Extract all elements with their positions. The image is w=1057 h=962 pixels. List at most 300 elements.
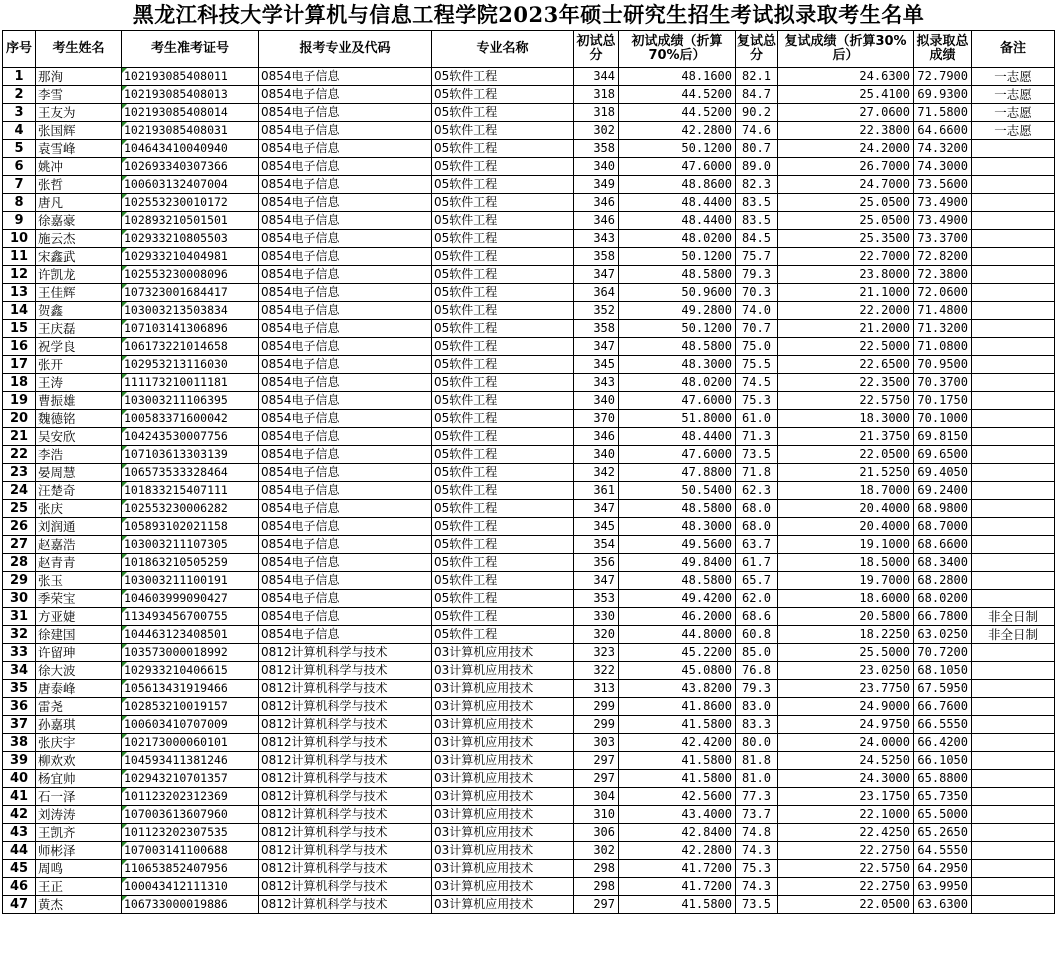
- cell-final-score[interactable]: 66.4200: [914, 734, 972, 752]
- cell-retest-total[interactable]: 76.8: [736, 662, 778, 680]
- cell-final-score[interactable]: 63.0250: [914, 626, 972, 644]
- cell-prelim-total[interactable]: 356: [574, 554, 619, 572]
- cell-retest-score[interactable]: 22.0500: [778, 896, 914, 914]
- cell-prelim-score[interactable]: 41.5800: [619, 896, 736, 914]
- cell-name[interactable]: 魏德铭: [36, 410, 122, 428]
- cell-retest-total[interactable]: 80.7: [736, 140, 778, 158]
- cell-note[interactable]: [972, 752, 1055, 770]
- cell-seq[interactable]: 34: [3, 662, 36, 680]
- cell-prelim-score[interactable]: 41.7200: [619, 860, 736, 878]
- cell-major-name[interactable]: 05软件工程: [432, 356, 574, 374]
- cell-major-name[interactable]: 05软件工程: [432, 194, 574, 212]
- cell-retest-total[interactable]: 82.1: [736, 68, 778, 86]
- cell-major-code[interactable]: 0854电子信息: [259, 176, 432, 194]
- cell-major-name[interactable]: 05软件工程: [432, 590, 574, 608]
- cell-prelim-total[interactable]: 358: [574, 248, 619, 266]
- cell-retest-score[interactable]: 23.1750: [778, 788, 914, 806]
- cell-retest-total[interactable]: 74.3: [736, 878, 778, 896]
- cell-final-score[interactable]: 69.6500: [914, 446, 972, 464]
- cell-name[interactable]: 宋鑫武: [36, 248, 122, 266]
- cell-major-code[interactable]: 0854电子信息: [259, 338, 432, 356]
- cell-name[interactable]: 王凯齐: [36, 824, 122, 842]
- cell-note[interactable]: [972, 428, 1055, 446]
- cell-major-name[interactable]: 03计算机应用技术: [432, 644, 574, 662]
- cell-retest-score[interactable]: 24.3000: [778, 770, 914, 788]
- cell-retest-total[interactable]: 73.5: [736, 896, 778, 914]
- cell-major-name[interactable]: 05软件工程: [432, 446, 574, 464]
- cell-name[interactable]: 刘润通: [36, 518, 122, 536]
- cell-note[interactable]: [972, 410, 1055, 428]
- cell-name[interactable]: 张庆宇: [36, 734, 122, 752]
- cell-final-score[interactable]: 74.3000: [914, 158, 972, 176]
- cell-retest-score[interactable]: 21.3750: [778, 428, 914, 446]
- cell-seq[interactable]: 37: [3, 716, 36, 734]
- cell-exam-id[interactable]: 104603999090427: [122, 590, 259, 608]
- cell-exam-id[interactable]: 101123202312369: [122, 788, 259, 806]
- cell-seq[interactable]: 4: [3, 122, 36, 140]
- cell-retest-score[interactable]: 20.4000: [778, 500, 914, 518]
- cell-prelim-score[interactable]: 47.8800: [619, 464, 736, 482]
- cell-final-score[interactable]: 65.2650: [914, 824, 972, 842]
- cell-retest-score[interactable]: 25.0500: [778, 212, 914, 230]
- cell-prelim-total[interactable]: 299: [574, 698, 619, 716]
- cell-prelim-score[interactable]: 48.3000: [619, 356, 736, 374]
- cell-major-code[interactable]: 0854电子信息: [259, 302, 432, 320]
- cell-seq[interactable]: 3: [3, 104, 36, 122]
- cell-retest-total[interactable]: 84.7: [736, 86, 778, 104]
- cell-final-score[interactable]: 64.6600: [914, 122, 972, 140]
- cell-major-code[interactable]: 0854电子信息: [259, 194, 432, 212]
- cell-exam-id[interactable]: 105893102021158: [122, 518, 259, 536]
- cell-final-score[interactable]: 70.1000: [914, 410, 972, 428]
- cell-major-code[interactable]: 0854电子信息: [259, 320, 432, 338]
- cell-retest-score[interactable]: 23.8000: [778, 266, 914, 284]
- cell-seq[interactable]: 40: [3, 770, 36, 788]
- cell-seq[interactable]: 30: [3, 590, 36, 608]
- cell-retest-total[interactable]: 83.0: [736, 698, 778, 716]
- cell-retest-total[interactable]: 89.0: [736, 158, 778, 176]
- cell-prelim-score[interactable]: 50.9600: [619, 284, 736, 302]
- cell-major-code[interactable]: 0854电子信息: [259, 212, 432, 230]
- cell-major-name[interactable]: 05软件工程: [432, 392, 574, 410]
- cell-note[interactable]: [972, 176, 1055, 194]
- cell-retest-score[interactable]: 22.5750: [778, 860, 914, 878]
- cell-retest-total[interactable]: 77.3: [736, 788, 778, 806]
- cell-prelim-score[interactable]: 46.2000: [619, 608, 736, 626]
- cell-note[interactable]: 非全日制: [972, 626, 1055, 644]
- cell-note[interactable]: [972, 392, 1055, 410]
- cell-major-code[interactable]: 0812计算机科学与技术: [259, 824, 432, 842]
- cell-seq[interactable]: 9: [3, 212, 36, 230]
- cell-exam-id[interactable]: 104593411381246: [122, 752, 259, 770]
- cell-major-name[interactable]: 03计算机应用技术: [432, 878, 574, 896]
- cell-seq[interactable]: 17: [3, 356, 36, 374]
- cell-seq[interactable]: 47: [3, 896, 36, 914]
- cell-retest-total[interactable]: 70.3: [736, 284, 778, 302]
- cell-exam-id[interactable]: 104463123408501: [122, 626, 259, 644]
- cell-major-name[interactable]: 05软件工程: [432, 212, 574, 230]
- cell-name[interactable]: 王庆磊: [36, 320, 122, 338]
- cell-prelim-total[interactable]: 340: [574, 158, 619, 176]
- cell-retest-total[interactable]: 73.7: [736, 806, 778, 824]
- cell-final-score[interactable]: 72.3800: [914, 266, 972, 284]
- cell-name[interactable]: 黄杰: [36, 896, 122, 914]
- cell-retest-total[interactable]: 61.0: [736, 410, 778, 428]
- cell-major-name[interactable]: 05软件工程: [432, 86, 574, 104]
- cell-major-name[interactable]: 03计算机应用技术: [432, 770, 574, 788]
- cell-prelim-total[interactable]: 302: [574, 842, 619, 860]
- cell-exam-id[interactable]: 103003213503834: [122, 302, 259, 320]
- cell-seq[interactable]: 32: [3, 626, 36, 644]
- cell-major-name[interactable]: 05软件工程: [432, 104, 574, 122]
- cell-note[interactable]: [972, 320, 1055, 338]
- cell-retest-score[interactable]: 24.0000: [778, 734, 914, 752]
- cell-final-score[interactable]: 66.7600: [914, 698, 972, 716]
- cell-name[interactable]: 姚冲: [36, 158, 122, 176]
- cell-retest-score[interactable]: 22.5750: [778, 392, 914, 410]
- cell-name[interactable]: 王正: [36, 878, 122, 896]
- cell-note[interactable]: [972, 338, 1055, 356]
- cell-seq[interactable]: 31: [3, 608, 36, 626]
- cell-name[interactable]: 祝学良: [36, 338, 122, 356]
- cell-final-score[interactable]: 68.0200: [914, 590, 972, 608]
- cell-seq[interactable]: 20: [3, 410, 36, 428]
- cell-prelim-total[interactable]: 303: [574, 734, 619, 752]
- cell-name[interactable]: 许留珅: [36, 644, 122, 662]
- cell-major-code[interactable]: 0812计算机科学与技术: [259, 698, 432, 716]
- cell-major-code[interactable]: 0854电子信息: [259, 122, 432, 140]
- cell-note[interactable]: [972, 680, 1055, 698]
- cell-prelim-total[interactable]: 352: [574, 302, 619, 320]
- cell-retest-total[interactable]: 68.0: [736, 518, 778, 536]
- cell-major-name[interactable]: 03计算机应用技术: [432, 734, 574, 752]
- cell-prelim-total[interactable]: 346: [574, 212, 619, 230]
- cell-major-code[interactable]: 0854电子信息: [259, 68, 432, 86]
- cell-retest-score[interactable]: 18.6000: [778, 590, 914, 608]
- cell-retest-score[interactable]: 18.7000: [778, 482, 914, 500]
- cell-note[interactable]: [972, 842, 1055, 860]
- cell-exam-id[interactable]: 107003613607960: [122, 806, 259, 824]
- cell-exam-id[interactable]: 102933210406615: [122, 662, 259, 680]
- cell-prelim-score[interactable]: 48.0200: [619, 230, 736, 248]
- cell-prelim-total[interactable]: 354: [574, 536, 619, 554]
- cell-exam-id[interactable]: 101863210505259: [122, 554, 259, 572]
- cell-prelim-total[interactable]: 347: [574, 266, 619, 284]
- cell-major-code[interactable]: 0854电子信息: [259, 392, 432, 410]
- cell-seq[interactable]: 42: [3, 806, 36, 824]
- cell-final-score[interactable]: 69.9300: [914, 86, 972, 104]
- cell-final-score[interactable]: 67.5950: [914, 680, 972, 698]
- cell-major-code[interactable]: 0854电子信息: [259, 482, 432, 500]
- cell-prelim-score[interactable]: 48.8600: [619, 176, 736, 194]
- cell-major-code[interactable]: 0854电子信息: [259, 266, 432, 284]
- cell-major-code[interactable]: 0854电子信息: [259, 230, 432, 248]
- cell-final-score[interactable]: 71.3200: [914, 320, 972, 338]
- cell-retest-total[interactable]: 71.3: [736, 428, 778, 446]
- cell-seq[interactable]: 29: [3, 572, 36, 590]
- cell-prelim-score[interactable]: 43.8200: [619, 680, 736, 698]
- cell-major-name[interactable]: 05软件工程: [432, 464, 574, 482]
- cell-major-name[interactable]: 05软件工程: [432, 338, 574, 356]
- cell-note[interactable]: [972, 446, 1055, 464]
- cell-final-score[interactable]: 70.1750: [914, 392, 972, 410]
- cell-major-code[interactable]: 0854电子信息: [259, 554, 432, 572]
- cell-seq[interactable]: 13: [3, 284, 36, 302]
- cell-note[interactable]: [972, 158, 1055, 176]
- cell-note[interactable]: [972, 374, 1055, 392]
- cell-exam-id[interactable]: 103003211100191: [122, 572, 259, 590]
- cell-major-code[interactable]: 0812计算机科学与技术: [259, 644, 432, 662]
- cell-final-score[interactable]: 68.9800: [914, 500, 972, 518]
- cell-note[interactable]: [972, 896, 1055, 914]
- cell-prelim-total[interactable]: 342: [574, 464, 619, 482]
- cell-prelim-total[interactable]: 358: [574, 140, 619, 158]
- cell-major-name[interactable]: 05软件工程: [432, 284, 574, 302]
- cell-major-name[interactable]: 05软件工程: [432, 374, 574, 392]
- cell-prelim-total[interactable]: 302: [574, 122, 619, 140]
- cell-name[interactable]: 王涛: [36, 374, 122, 392]
- cell-major-name[interactable]: 05软件工程: [432, 302, 574, 320]
- cell-note[interactable]: 非全日制: [972, 608, 1055, 626]
- cell-prelim-total[interactable]: 340: [574, 392, 619, 410]
- cell-seq[interactable]: 25: [3, 500, 36, 518]
- cell-prelim-total[interactable]: 310: [574, 806, 619, 824]
- cell-final-score[interactable]: 74.3200: [914, 140, 972, 158]
- cell-note[interactable]: [972, 824, 1055, 842]
- cell-exam-id[interactable]: 102193085408014: [122, 104, 259, 122]
- cell-name[interactable]: 张哲: [36, 176, 122, 194]
- cell-prelim-score[interactable]: 49.2800: [619, 302, 736, 320]
- cell-major-code[interactable]: 0812计算机科学与技术: [259, 896, 432, 914]
- cell-seq[interactable]: 8: [3, 194, 36, 212]
- cell-retest-score[interactable]: 22.7000: [778, 248, 914, 266]
- cell-note[interactable]: [972, 284, 1055, 302]
- cell-major-code[interactable]: 0854电子信息: [259, 464, 432, 482]
- cell-exam-id[interactable]: 101833215407111: [122, 482, 259, 500]
- cell-name[interactable]: 曹振雄: [36, 392, 122, 410]
- cell-major-name[interactable]: 05软件工程: [432, 518, 574, 536]
- cell-final-score[interactable]: 72.0600: [914, 284, 972, 302]
- cell-note[interactable]: 一志愿: [972, 122, 1055, 140]
- cell-exam-id[interactable]: 100583371600042: [122, 410, 259, 428]
- cell-major-name[interactable]: 05软件工程: [432, 410, 574, 428]
- cell-exam-id[interactable]: 106573533328464: [122, 464, 259, 482]
- cell-name[interactable]: 杨宜帅: [36, 770, 122, 788]
- cell-prelim-total[interactable]: 318: [574, 86, 619, 104]
- cell-retest-total[interactable]: 73.5: [736, 446, 778, 464]
- cell-prelim-total[interactable]: 347: [574, 572, 619, 590]
- cell-prelim-total[interactable]: 304: [574, 788, 619, 806]
- cell-final-score[interactable]: 69.4050: [914, 464, 972, 482]
- cell-major-name[interactable]: 05软件工程: [432, 230, 574, 248]
- cell-note[interactable]: [972, 698, 1055, 716]
- cell-note[interactable]: [972, 806, 1055, 824]
- cell-prelim-total[interactable]: 358: [574, 320, 619, 338]
- cell-seq[interactable]: 26: [3, 518, 36, 536]
- cell-retest-total[interactable]: 74.8: [736, 824, 778, 842]
- cell-name[interactable]: 雷尧: [36, 698, 122, 716]
- cell-major-code[interactable]: 0854电子信息: [259, 284, 432, 302]
- cell-exam-id[interactable]: 107003141100688: [122, 842, 259, 860]
- cell-major-code[interactable]: 0854电子信息: [259, 608, 432, 626]
- cell-prelim-total[interactable]: 347: [574, 500, 619, 518]
- cell-final-score[interactable]: 70.7200: [914, 644, 972, 662]
- cell-name[interactable]: 张开: [36, 356, 122, 374]
- cell-note[interactable]: [972, 302, 1055, 320]
- cell-prelim-score[interactable]: 42.8400: [619, 824, 736, 842]
- cell-final-score[interactable]: 63.9950: [914, 878, 972, 896]
- cell-prelim-total[interactable]: 323: [574, 644, 619, 662]
- cell-final-score[interactable]: 71.4800: [914, 302, 972, 320]
- cell-name[interactable]: 唐凡: [36, 194, 122, 212]
- cell-exam-id[interactable]: 102553230010172: [122, 194, 259, 212]
- cell-seq[interactable]: 39: [3, 752, 36, 770]
- cell-major-code[interactable]: 0854电子信息: [259, 248, 432, 266]
- cell-retest-total[interactable]: 83.3: [736, 716, 778, 734]
- cell-exam-id[interactable]: 106173221014658: [122, 338, 259, 356]
- cell-retest-total[interactable]: 61.7: [736, 554, 778, 572]
- cell-final-score[interactable]: 65.7350: [914, 788, 972, 806]
- cell-seq[interactable]: 18: [3, 374, 36, 392]
- cell-major-name[interactable]: 05软件工程: [432, 626, 574, 644]
- cell-major-name[interactable]: 03计算机应用技术: [432, 662, 574, 680]
- cell-final-score[interactable]: 71.5800: [914, 104, 972, 122]
- cell-retest-score[interactable]: 22.2750: [778, 842, 914, 860]
- cell-retest-total[interactable]: 81.0: [736, 770, 778, 788]
- cell-name[interactable]: 孙嘉琪: [36, 716, 122, 734]
- cell-final-score[interactable]: 68.6600: [914, 536, 972, 554]
- cell-prelim-total[interactable]: 313: [574, 680, 619, 698]
- cell-major-name[interactable]: 05软件工程: [432, 68, 574, 86]
- cell-retest-score[interactable]: 25.5000: [778, 644, 914, 662]
- cell-retest-score[interactable]: 24.2000: [778, 140, 914, 158]
- cell-major-name[interactable]: 05软件工程: [432, 176, 574, 194]
- cell-seq[interactable]: 21: [3, 428, 36, 446]
- cell-exam-id[interactable]: 113493456700755: [122, 608, 259, 626]
- cell-name[interactable]: 李雪: [36, 86, 122, 104]
- cell-retest-score[interactable]: 25.0500: [778, 194, 914, 212]
- cell-note[interactable]: [972, 482, 1055, 500]
- cell-prelim-score[interactable]: 48.5800: [619, 500, 736, 518]
- cell-prelim-score[interactable]: 48.1600: [619, 68, 736, 86]
- cell-retest-total[interactable]: 60.8: [736, 626, 778, 644]
- cell-major-code[interactable]: 0854电子信息: [259, 374, 432, 392]
- cell-exam-id[interactable]: 102943210701357: [122, 770, 259, 788]
- cell-name[interactable]: 李浩: [36, 446, 122, 464]
- cell-final-score[interactable]: 66.7800: [914, 608, 972, 626]
- cell-prelim-total[interactable]: 346: [574, 194, 619, 212]
- cell-final-score[interactable]: 65.8800: [914, 770, 972, 788]
- cell-name[interactable]: 汪楚奇: [36, 482, 122, 500]
- cell-exam-id[interactable]: 111173210011181: [122, 374, 259, 392]
- cell-prelim-score[interactable]: 50.5400: [619, 482, 736, 500]
- cell-final-score[interactable]: 71.0800: [914, 338, 972, 356]
- cell-exam-id[interactable]: 104243530007756: [122, 428, 259, 446]
- cell-major-name[interactable]: 03计算机应用技术: [432, 716, 574, 734]
- cell-major-code[interactable]: 0854电子信息: [259, 518, 432, 536]
- cell-prelim-total[interactable]: 370: [574, 410, 619, 428]
- cell-seq[interactable]: 33: [3, 644, 36, 662]
- cell-retest-total[interactable]: 74.3: [736, 842, 778, 860]
- cell-retest-total[interactable]: 74.0: [736, 302, 778, 320]
- cell-prelim-score[interactable]: 48.3000: [619, 518, 736, 536]
- cell-retest-score[interactable]: 21.1000: [778, 284, 914, 302]
- cell-seq[interactable]: 24: [3, 482, 36, 500]
- cell-note[interactable]: [972, 554, 1055, 572]
- cell-retest-score[interactable]: 21.5250: [778, 464, 914, 482]
- cell-name[interactable]: 晏周慧: [36, 464, 122, 482]
- cell-exam-id[interactable]: 102693340307366: [122, 158, 259, 176]
- cell-retest-total[interactable]: 75.3: [736, 392, 778, 410]
- cell-final-score[interactable]: 70.9500: [914, 356, 972, 374]
- cell-retest-score[interactable]: 20.4000: [778, 518, 914, 536]
- cell-seq[interactable]: 35: [3, 680, 36, 698]
- cell-major-code[interactable]: 0854电子信息: [259, 356, 432, 374]
- cell-exam-id[interactable]: 102193085408011: [122, 68, 259, 86]
- cell-exam-id[interactable]: 103003211107305: [122, 536, 259, 554]
- cell-major-code[interactable]: 0854电子信息: [259, 428, 432, 446]
- cell-prelim-total[interactable]: 361: [574, 482, 619, 500]
- cell-exam-id[interactable]: 104643410040940: [122, 140, 259, 158]
- cell-final-score[interactable]: 68.1050: [914, 662, 972, 680]
- cell-prelim-score[interactable]: 42.5600: [619, 788, 736, 806]
- cell-seq[interactable]: 41: [3, 788, 36, 806]
- cell-exam-id[interactable]: 105613431919466: [122, 680, 259, 698]
- cell-seq[interactable]: 6: [3, 158, 36, 176]
- cell-note[interactable]: [972, 266, 1055, 284]
- cell-prelim-score[interactable]: 48.5800: [619, 266, 736, 284]
- cell-final-score[interactable]: 73.3700: [914, 230, 972, 248]
- cell-retest-score[interactable]: 22.6500: [778, 356, 914, 374]
- cell-major-code[interactable]: 0854电子信息: [259, 410, 432, 428]
- cell-major-name[interactable]: 03计算机应用技术: [432, 752, 574, 770]
- cell-note[interactable]: [972, 860, 1055, 878]
- cell-name[interactable]: 徐建国: [36, 626, 122, 644]
- cell-seq[interactable]: 2: [3, 86, 36, 104]
- cell-prelim-score[interactable]: 41.5800: [619, 716, 736, 734]
- cell-prelim-total[interactable]: 353: [574, 590, 619, 608]
- cell-exam-id[interactable]: 107103613303139: [122, 446, 259, 464]
- cell-seq[interactable]: 10: [3, 230, 36, 248]
- cell-note[interactable]: [972, 194, 1055, 212]
- cell-major-name[interactable]: 03计算机应用技术: [432, 860, 574, 878]
- cell-seq[interactable]: 27: [3, 536, 36, 554]
- cell-name[interactable]: 刘涛涛: [36, 806, 122, 824]
- cell-retest-total[interactable]: 75.5: [736, 356, 778, 374]
- cell-retest-total[interactable]: 65.7: [736, 572, 778, 590]
- cell-prelim-total[interactable]: 298: [574, 860, 619, 878]
- cell-prelim-score[interactable]: 45.0800: [619, 662, 736, 680]
- cell-prelim-score[interactable]: 44.5200: [619, 86, 736, 104]
- cell-major-code[interactable]: 0854电子信息: [259, 572, 432, 590]
- cell-prelim-score[interactable]: 45.2200: [619, 644, 736, 662]
- cell-exam-id[interactable]: 102933210805503: [122, 230, 259, 248]
- cell-prelim-score[interactable]: 42.2800: [619, 842, 736, 860]
- cell-major-name[interactable]: 05软件工程: [432, 158, 574, 176]
- cell-prelim-total[interactable]: 340: [574, 446, 619, 464]
- cell-seq[interactable]: 36: [3, 698, 36, 716]
- cell-major-code[interactable]: 0812计算机科学与技术: [259, 680, 432, 698]
- cell-seq[interactable]: 5: [3, 140, 36, 158]
- cell-retest-total[interactable]: 71.8: [736, 464, 778, 482]
- cell-seq[interactable]: 28: [3, 554, 36, 572]
- cell-prelim-score[interactable]: 42.2800: [619, 122, 736, 140]
- cell-prelim-score[interactable]: 50.1200: [619, 140, 736, 158]
- cell-prelim-score[interactable]: 42.4200: [619, 734, 736, 752]
- cell-retest-total[interactable]: 83.5: [736, 194, 778, 212]
- cell-major-name[interactable]: 03计算机应用技术: [432, 806, 574, 824]
- cell-final-score[interactable]: 73.5600: [914, 176, 972, 194]
